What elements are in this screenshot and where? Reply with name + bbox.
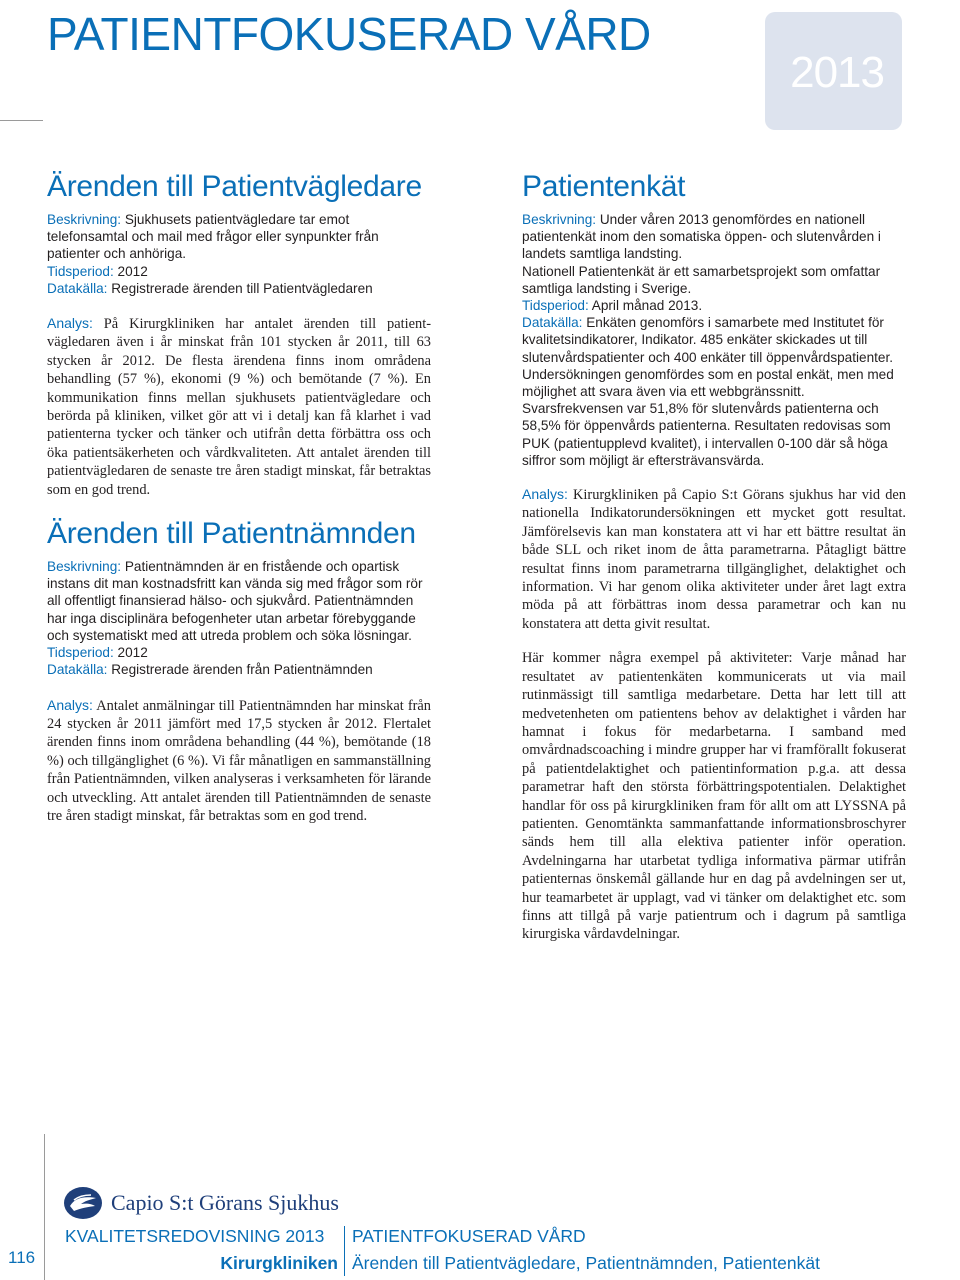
analys-patientenkat bbox=[522, 485, 906, 633]
section-heading-patientenkat: Patientenkät bbox=[522, 170, 686, 203]
beskrivning-patientnamnden bbox=[47, 558, 431, 644]
footer-section-title: PATIENTFOKUSERAD VÅRD bbox=[352, 1226, 586, 1246]
tidsperiod-patientenkat bbox=[522, 297, 906, 314]
datakalla-patientnamnden bbox=[47, 661, 431, 678]
tidsperiod-label: Tidsperiod: bbox=[47, 645, 114, 661]
analys-text: Kirurgkliniken på Capio S:t Görans sjukhus har vid den nationella Indikatorundersökningen ett mycket gott resultat. Jämförelsevis kan man konstatera att vi har ett bättre resultat än både SLL och riket inom de åtta parametrarna. Påtagligt bättre resultat finns inom parametrarna tillgänglighet, delaktighet och information. Vi har genom olika aktiviteter under året lagt extra möda på att förbättras inom dessa parametrar och kan nu konstatera att detta givit resultat. bbox=[522, 487, 906, 632]
beskrivning-patientenkat bbox=[522, 211, 906, 263]
analys-patientvagledare bbox=[47, 314, 431, 499]
beskrivning-text: Patientnämnden är en fristående och opartisk instans dit man kostnadsfritt kan vända sig med frågor som rör all offentligt finansierad hälso- och sjukvård. Patientnämnden har inga disciplinära befogenheter utan arbetar förebyggande och systematiskt med att utreda problem och söka lösningar. bbox=[47, 559, 423, 643]
tidsperiod-label: Tidsperiod: bbox=[47, 263, 114, 279]
section-heading-patientnamnden: Ärenden till Patientnämnden bbox=[47, 517, 416, 551]
beskrivning-label: Beskrivning: bbox=[522, 212, 597, 227]
logo-text: Capio S:t Görans Sjukhus bbox=[111, 1190, 339, 1215]
nationell-patientenkat-text: Nationell Patientenkät är ett samarbetsprojekt som omfattar samtliga landsting i Sverige. bbox=[522, 263, 881, 296]
analys-label: Analys: bbox=[522, 486, 568, 503]
datakalla-label: Datakälla: bbox=[522, 315, 583, 331]
tidsperiod-text: 2012 bbox=[113, 645, 148, 661]
datakalla-patientvagledare bbox=[47, 280, 431, 297]
datakalla-label: Datakälla: bbox=[47, 662, 108, 678]
analys-label: Analys: bbox=[47, 315, 93, 332]
beskrivning-text: Under våren 2013 genomfördes en nationell patientenkät inom den somatiska öppen- och slutenvården i landets samtliga landsting. bbox=[522, 212, 881, 262]
analys-text: Antalet anmälningar till Patientnämnden har minskat från 24 stycken år 2011 jämfört med 17,5 stycken år 2012. Flertalet ärenden finns inom områdena behandling (44 %), bemötande (18 %) och tillgänglighet (6 %). Vi får månatligen en sammanställning från Patientnämnden, vilken analyseras i verksamheten för lärande och utveckling. Att antalet ärenden till Patientnämnden de senaste tre åren stadigt minskat, får betraktas som en god trend. bbox=[47, 697, 431, 824]
left-column bbox=[47, 168, 431, 825]
datakalla-text: Registrerade ärenden till Patientvägledaren bbox=[107, 280, 373, 296]
capio-hand-logo-icon bbox=[63, 1186, 103, 1220]
aktiviteter-exempel-text: Här kommer några exempel på aktiviteter: Varje månad har resultatet av patientenkäten kommunicerats ut via mail rutinmässigt till samtliga medarbetare. Detta har lett till att medvetenheten om patientens behov av delaktighet i vården har hamnat i fokus för medarbetarna. I samband med omvårdnadscoaching i mindre grupper har vi framförallt fokuserat på patientdelaktighet och patientinformation p.g.a. att dessa parametrar haft den största förbättringspotentialen. Delaktighet handlar för oss på kirurgkliniken fram för allt om att LYSSNA på patienten. Genomtänkta sammanfattande informationsbroschyrer sänds hem till alla elektiva patienter inför operation. Avdelningarna har utarbetat tydliga informativa pärmar utifrån patienternas önskemål gällande hur en dag på avdelningen ser ut, hur teamarbetet är upplagt, vad vi tänker om delaktighet etc. som finns att tillgå på varje patientrum och i dagrum på samtliga kirurgiska vårdavdelningar. bbox=[522, 650, 906, 943]
beskrivning-patientvagledare bbox=[47, 211, 431, 263]
analys-label: Analys: bbox=[47, 696, 93, 713]
datakalla-patientenkat bbox=[522, 314, 906, 469]
footer-report-title: KVALITETSREDOVISNING 2013 bbox=[65, 1226, 325, 1246]
tidsperiod-text: April månad 2013. bbox=[588, 298, 703, 314]
beskrivning-text: Sjukhusets patientvägledare tar emot telefonsamtal och mail med frågor eller synpunkter från patienter och anhöriga. bbox=[47, 212, 379, 262]
year-badge bbox=[765, 12, 902, 130]
datakalla-text: Registrerade ärenden från Patientnämnden bbox=[107, 662, 373, 678]
datakalla-label: Datakälla: bbox=[47, 280, 108, 296]
page-title: PATIENTFOKUSERAD VÅRD bbox=[47, 8, 651, 60]
capio-logo bbox=[63, 1183, 343, 1223]
margin-rule bbox=[0, 120, 43, 121]
tidsperiod-text: 2012 bbox=[113, 263, 148, 279]
datakalla-text: Enkäten genomförs i samarbete med Institutet för kvalitetsindikatorer, Indikator. 485 enkäter skickades ut till slutenvårdspatienter och 400 enkäter till öppenvårdspatienter. Undersökningen genomfördes som en postal enkät, men med möjlighet att svara även via ett webbgränssnitt. Svarsfrekvensen var 51,8% för slutenvårds patienterna och 58,5% för öppenvårds patienterna. Resultaten redovisas som PUK (patientupplevd kvalitet), i intervallen 0-100 där så höga siffror som möjligt är eftersträvansvärda. bbox=[522, 315, 894, 468]
page-number: 116 bbox=[8, 1248, 36, 1267]
year-label: 2013 bbox=[790, 48, 884, 97]
footer-section-subtitle: Ärenden till Patientvägledare, Patientnämnden, Patientenkät bbox=[352, 1253, 820, 1273]
beskrivning-label: Beskrivning: bbox=[47, 559, 122, 575]
analys-patientnamnden bbox=[47, 696, 431, 826]
tidsperiod-patientnamnden bbox=[47, 644, 431, 661]
tidsperiod-label: Tidsperiod: bbox=[522, 298, 589, 314]
tidsperiod-patientvagledare bbox=[47, 263, 431, 280]
footer-divider bbox=[344, 1226, 345, 1276]
section-heading-patientvagledare: Ärenden till Patientvägledare bbox=[47, 170, 422, 203]
footer-clinic: Kirurgkliniken bbox=[220, 1253, 338, 1273]
analys-text: På Kirurgkliniken har antalet ärenden till patientvägledaren även i år minskat från 101 stycken år 2011, till 63 stycken år 2012. De flesta ärendena finns inom områdena behandling (57 %), ekonomi (9 %) och bemötande (7 %). En kommunikation finns mellan sjukhusets patientvägledare och berörda på kliniken, vilket gör att vi i detalj kan få klarhet i vad patienterna tycker och tänker och utifrån detta förbättra oss och öka patientsäkerheten och vårdkvaliteten. Att antalet ärenden till patientvägledaren de senaste tre åren stadigt minskat, får betraktas som en god trend. bbox=[47, 316, 431, 498]
beskrivning-label: Beskrivning: bbox=[47, 212, 122, 227]
right-column bbox=[522, 168, 906, 944]
footer-margin-rule bbox=[44, 1134, 45, 1280]
